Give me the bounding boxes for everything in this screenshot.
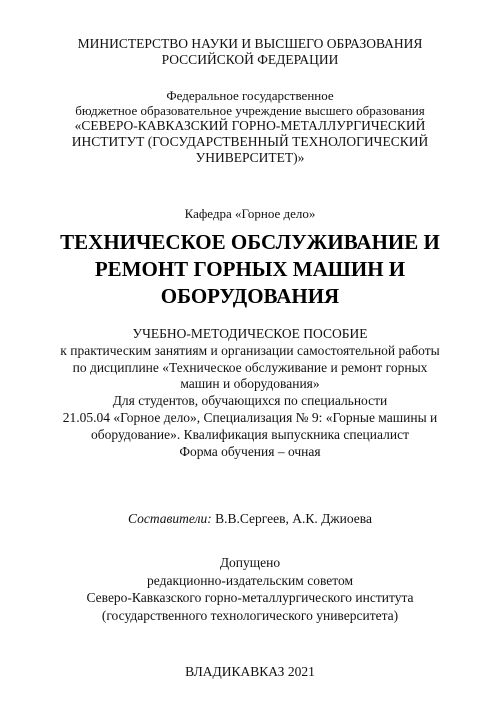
description-line-3: по дисциплине «Техническое обслуживание и ремонт горных <box>72 359 428 375</box>
authors-line <box>0 511 500 527</box>
description-line-8: Форма обучения – очная <box>179 443 321 459</box>
institution-line-3: «СЕВЕРО-КАВКАЗСКИЙ ГОРНО-МЕТАЛЛУРГИЧЕСКИЙ <box>74 118 426 133</box>
ministry-header <box>0 36 500 68</box>
city-year-line: ВЛАДИКАВКАЗ 2021 <box>185 664 315 679</box>
authors-label: Составители: <box>128 511 212 526</box>
ministry-line-2: РОССИЙСКОЙ ФЕДЕРАЦИИ <box>161 52 339 67</box>
document-description <box>0 326 500 460</box>
authors <box>0 511 500 527</box>
approval-note <box>0 554 500 624</box>
description-line-6: 21.05.04 «Горное дело», Специализация № 9: «Горные машины и <box>62 409 438 425</box>
institution-line-4: ИНСТИТУТ (ГОСУДАРСТВЕННЫЙ ТЕХНОЛОГИЧЕСКИЙ <box>71 134 429 149</box>
title-line-2: РЕМОНТ ГОРНЫХ МАШИН И <box>94 257 406 281</box>
institution-line-5: УНИВЕРСИТЕТ)» <box>195 150 305 165</box>
description-line-4: машин и оборудования» <box>180 376 320 392</box>
department-name <box>0 206 500 221</box>
description-line-1: УЧЕБНО-МЕТОДИЧЕСКОЕ ПОСОБИЕ <box>132 326 368 341</box>
description-line-5: Для студентов, обучающихся по специальности <box>112 393 388 409</box>
title-line-1: ТЕХНИЧЕСКОЕ ОБСЛУЖИВАНИЕ И <box>60 230 440 254</box>
approval-line-2: редакционно-издательским советом <box>147 572 353 588</box>
ministry-line-1: МИНИСТЕРСТВО НАУКИ И ВЫСШЕГО ОБРАЗОВАНИЯ <box>77 36 423 51</box>
institution-header <box>0 88 500 166</box>
city-year <box>0 664 500 680</box>
description-line-7: оборудование». Квалификация выпускника специалист <box>91 426 409 442</box>
document-title <box>0 229 500 310</box>
approval-line-3: Северо-Кавказского горно-металлургического института <box>86 590 414 605</box>
description-line-2: к практическим занятиям и организации самостоятельной работы <box>60 342 440 358</box>
approval-line-4: (государственного технологического университета) <box>101 607 399 623</box>
title-line-3: ОБОРУДОВАНИЯ <box>160 284 340 308</box>
institution-line-2: бюджетное образовательное учреждение высшего образования <box>75 103 425 118</box>
institution-line-1: Федеральное государственное <box>166 88 334 103</box>
authors-names: В.В.Сергеев, А.К. Джиоева <box>211 511 372 526</box>
approval-line-1: Допущено <box>219 555 281 570</box>
department-line: Кафедра «Горное дело» <box>184 206 316 221</box>
